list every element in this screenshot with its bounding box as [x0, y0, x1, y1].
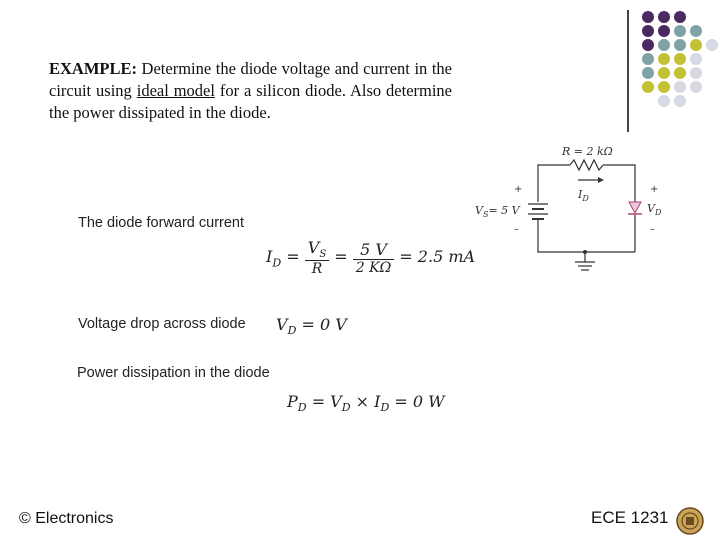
example-label: EXAMPLE: [49, 59, 137, 78]
svg-text:–: – [650, 224, 655, 235]
voltage-drop-label: Voltage drop across diode [78, 316, 246, 332]
power-label: Power dissipation in the diode [77, 365, 270, 381]
dot-row-2 [642, 25, 702, 37]
example-text-a: Determine the diode voltage and current in the circuit using [49, 59, 452, 100]
bottom-wire [538, 220, 635, 252]
dot-row-5 [642, 67, 702, 79]
svg-text:+: + [650, 184, 659, 195]
resistor-label: R = 2 kΩ [562, 145, 613, 158]
dot-row-7 [658, 95, 686, 107]
right-wire [603, 165, 635, 202]
left-wire [538, 165, 570, 202]
dot-row-6 [642, 81, 702, 93]
forward-current-result: 2.5 mA [417, 247, 476, 267]
example-statement [49, 58, 452, 124]
example-text-b: for a silicon diode. Also determine the power dissipated in the diode. [49, 81, 453, 122]
svg-text:–: – [514, 224, 519, 235]
footer-copyright: © Electronics [19, 510, 114, 527]
resistor [570, 160, 603, 170]
power-equation: $P_D = V_D \times I_D = 0$ W [287, 392, 445, 415]
voltage-drop-equation: $V_D = 0$ V [276, 315, 347, 338]
university-logo-icon [675, 506, 705, 536]
footer-course: ECE 1231 [591, 508, 669, 527]
divider-line [627, 10, 629, 132]
svg-text:+: + [514, 184, 523, 195]
forward-current-equation: $I_D$ = $\frac{V_S}{R}$ = $\frac{5 V}{2 K\Omega}$ = 2.5 mA [266, 238, 476, 278]
circuit-diagram [470, 140, 680, 275]
dot-row-1 [642, 11, 686, 23]
forward-current-label: The diode forward current [78, 215, 245, 231]
diode-icon [629, 202, 641, 213]
fraction-values: $\frac{5 V}{2 K\Omega}$ [353, 240, 394, 276]
example-underlined: ideal model [136, 81, 215, 100]
svg-text:ID: $I_D$ [578, 188, 589, 203]
dot-row-4 [642, 53, 702, 65]
svg-text:VS= 5 V: $V_S= 5$ V [475, 204, 520, 219]
dot-row-3 [642, 39, 718, 51]
fraction-vs-over-r: $\frac{V_S}{R}$ [305, 238, 329, 277]
svg-text:VD: $V_D$ [647, 202, 662, 217]
